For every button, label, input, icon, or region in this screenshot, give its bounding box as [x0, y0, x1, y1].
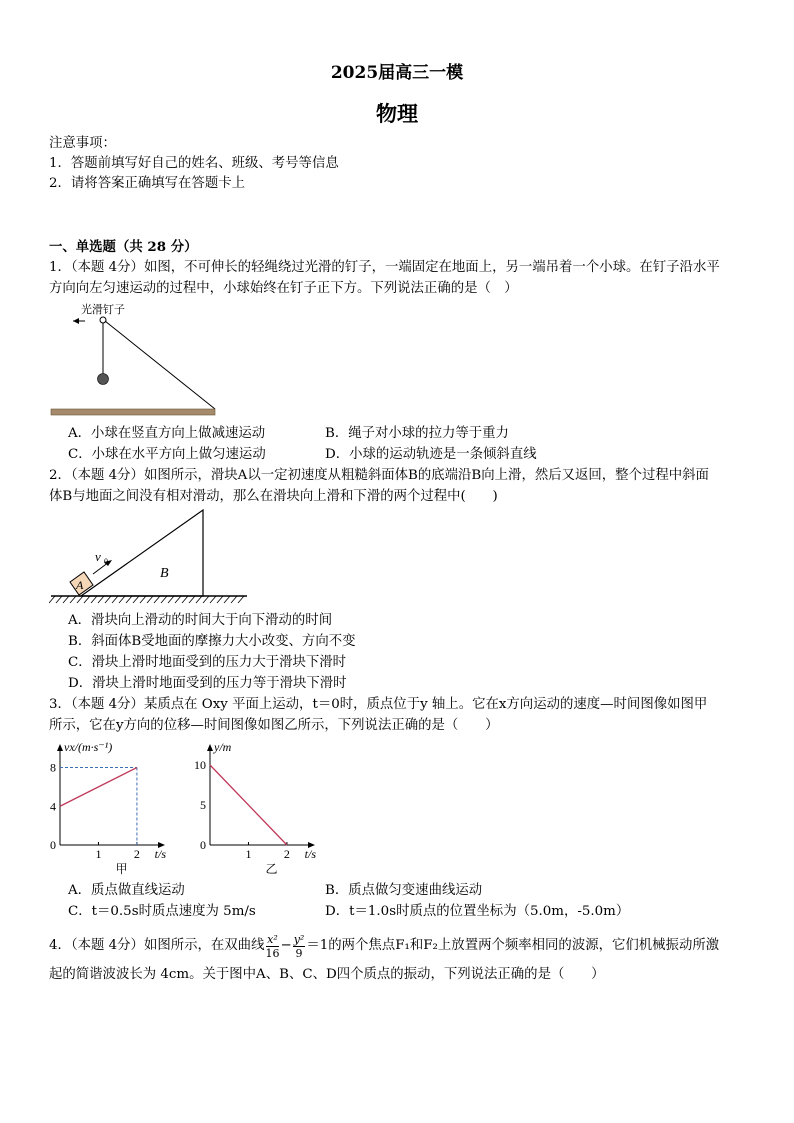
- q1-option-a: A．小球在竖直方向上做减速运动: [68, 426, 266, 441]
- q4-stem-line1: [49, 928, 719, 964]
- x-tick-label: 2: [283, 847, 290, 861]
- ball-icon: [98, 374, 109, 385]
- y-axis-arrow-icon: [57, 744, 63, 751]
- q3-option-a: A．质点做直线运动: [68, 883, 185, 898]
- series-line: [60, 768, 137, 807]
- x-axis-label: t/s: [304, 847, 316, 861]
- notice-item: 2．请将答案正确填写在答题卡上: [49, 176, 245, 191]
- y-tick-label: 0: [50, 838, 56, 852]
- ground-hatching: [49, 596, 244, 603]
- y-axis-label: vx/(m·s⁻¹): [64, 740, 113, 754]
- q2-stem-line2: 体B与地面之间没有相对滑动，那么在滑块向上滑和下滑的两个过程中( ): [49, 489, 498, 504]
- chart-title: 甲: [115, 862, 128, 876]
- q4-stem-line2: 起的简谐波波长为 4cm。关于图中A、B、C、D四个质点的振动，下列说法正确的是（ ）: [49, 967, 605, 982]
- q4-stem-post: 的两个焦点F₁和F₂上放置两个频率相同的波源，它们机械振动所激: [328, 938, 720, 953]
- chart-yi: [190, 735, 350, 877]
- q1-option-c: C．小球在水平方向上做匀速运动: [68, 447, 266, 462]
- y-axis-arrow-icon: [207, 744, 213, 751]
- y-tick-label: 5: [200, 798, 206, 812]
- frac1-num: x²: [267, 932, 278, 946]
- q2-option-c: C．滑块上滑时地面受到的压力大于滑块下滑时: [68, 655, 347, 670]
- q3-option-d: D．t＝1.0s时质点的位置坐标为（5.0m，-5.0m）: [325, 904, 630, 919]
- chart-title: 乙: [265, 862, 278, 876]
- section-heading: 一、单选题（共 28 分）: [49, 239, 198, 255]
- y-tick-label: 0: [200, 838, 206, 852]
- notice-heading: 注意事项：: [49, 136, 116, 151]
- q1-figure: [49, 298, 219, 420]
- rope-diagonal: [105, 321, 215, 409]
- q2-figure: [49, 505, 249, 607]
- y-tick-label: 8: [50, 760, 56, 775]
- q2-option-b: B．斜面体B受地面的摩擦力大小改变、方向不变: [68, 634, 356, 649]
- q3-option-b: B．质点做匀变速曲线运动: [325, 883, 483, 898]
- q2-stem-line1: 2．（本题 4分）如图所示，滑块A以一定初速度从粗糙斜面体B的底端沿B向上滑，然后又返回，整个过程中斜面: [49, 468, 709, 483]
- notice-item: 1．答题前填写好自己的姓名、班级、考号等信息: [49, 156, 339, 171]
- series-line: [210, 765, 287, 845]
- y-tick-label: 10: [194, 758, 206, 772]
- x-tick-label: 1: [245, 847, 252, 861]
- q3-stem-line2: 所示，它在y方向的位移—时间图像如图乙所示，下列说法正确的是（ ）: [49, 718, 499, 733]
- nail-label: 光滑钉子: [81, 304, 125, 316]
- q2-option-a: A．滑块向上滑动的时间大于向下滑动的时间: [68, 613, 333, 628]
- v0-sub: 0: [104, 557, 108, 566]
- frac2-den: 9: [295, 946, 303, 960]
- subject-title: 物理: [376, 101, 418, 126]
- x-tick-label: 1: [95, 847, 102, 861]
- q3-stem-line1: 3．（本题 4分）某质点在 Oxy 平面上运动，t＝0时，质点位于y 轴上。它在x方向运动的速度—时间图像如图甲: [49, 697, 708, 712]
- nail-icon: [100, 317, 106, 323]
- chart-jia: [40, 735, 200, 877]
- fraction-x: [265, 933, 279, 960]
- minus-sign: −: [280, 938, 292, 953]
- q1-option-b: B．绳子对小球的拉力等于重力: [325, 426, 509, 441]
- frac2-num: y²: [293, 932, 305, 946]
- block-a-label: A: [76, 578, 84, 592]
- fraction-y: [293, 933, 306, 960]
- v0-label: v: [95, 549, 101, 564]
- x-tick-label: 2: [133, 847, 140, 861]
- q1-option-d: D．小球的运动轨迹是一条倾斜直线: [325, 447, 537, 462]
- q1-stem-line2: 方向向左匀速运动的过程中，小球始终在钉子正下方。下列说法正确的是（ ）: [49, 281, 518, 296]
- q1-stem-line1: 1．（本题 4分）如图，不可伸长的轻绳绕过光滑的钉子，一端固定在地面上，另一端吊着一个小球。在钉子沿水平: [49, 260, 720, 275]
- q4-stem-pre: 4．（本题 4分）如图所示，在双曲线: [49, 938, 265, 953]
- ground: [51, 409, 215, 415]
- arrow-head-icon: [73, 318, 79, 324]
- frac1-den: 16: [265, 946, 280, 960]
- incline-b-label: B: [160, 566, 169, 581]
- equals-one: ＝1: [306, 938, 329, 953]
- y-tick-label: 4: [50, 799, 56, 814]
- q2-option-d: D．滑块上滑时地面受到的压力等于滑块下滑时: [68, 676, 347, 691]
- y-axis-label: y/m: [214, 740, 232, 754]
- exam-title: 2025届高三一模: [330, 63, 464, 83]
- x-axis-label: t/s: [154, 847, 166, 861]
- q3-option-c: C．t＝0.5s时质点速度为 5m/s: [68, 904, 256, 919]
